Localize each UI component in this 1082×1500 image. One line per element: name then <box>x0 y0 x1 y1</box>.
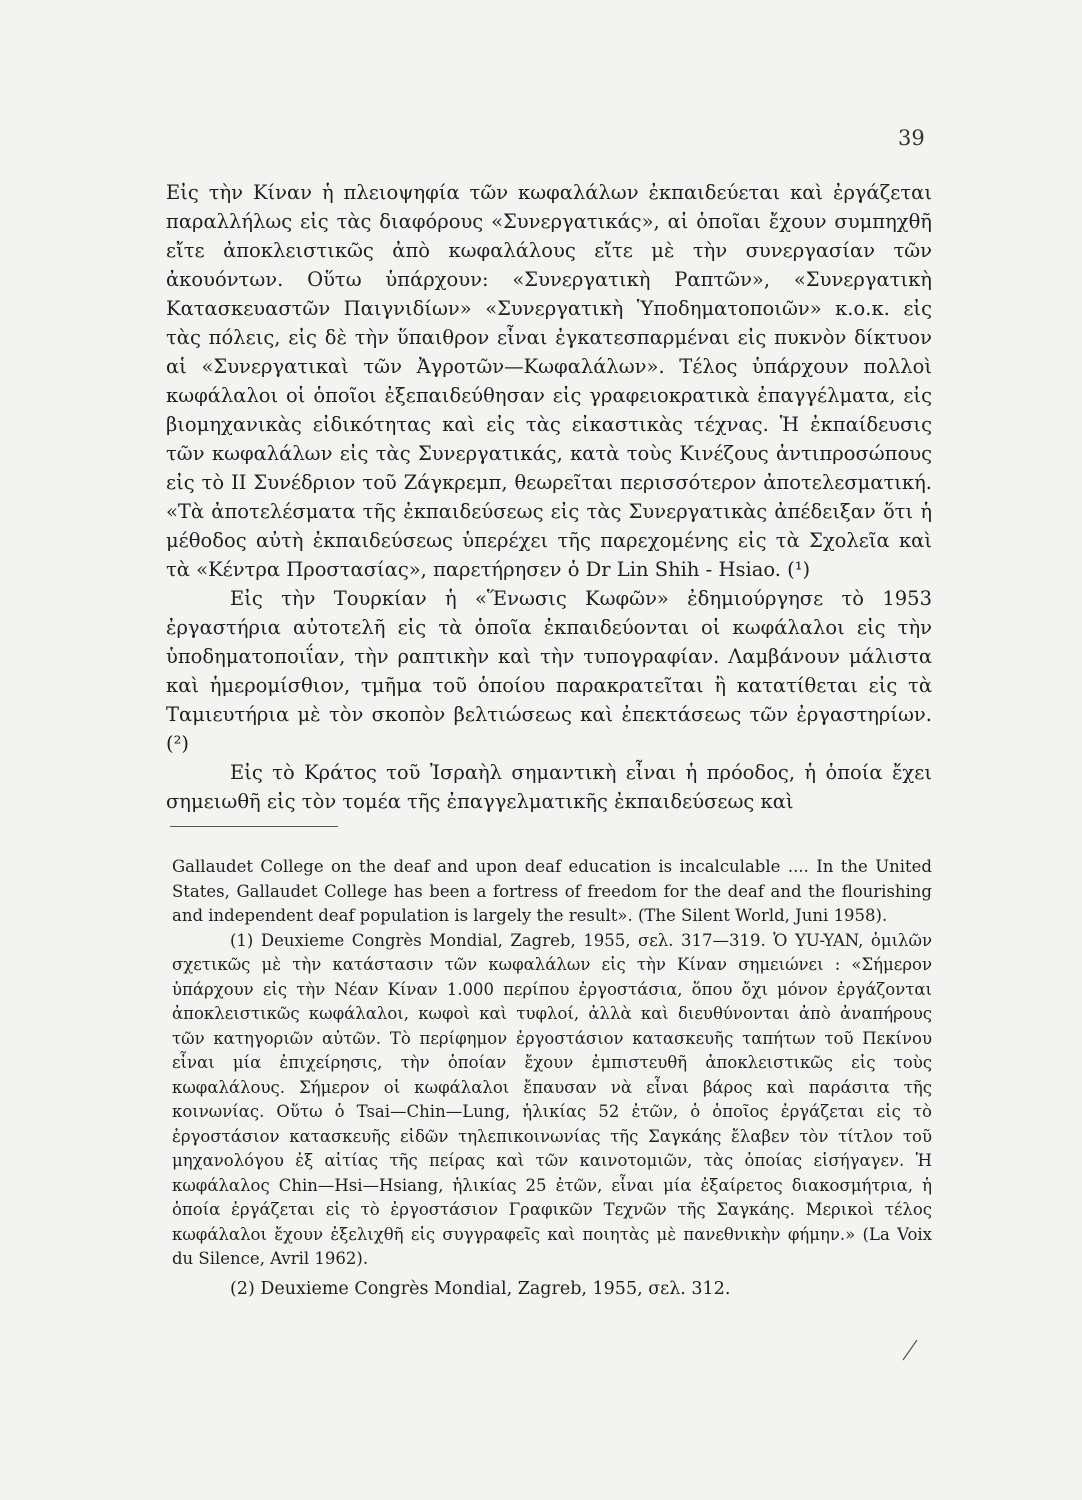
page-number: 39 <box>898 126 925 150</box>
pen-mark-icon <box>900 1338 920 1362</box>
footnotes <box>172 855 932 1301</box>
paragraph-china: Εἰς τὴν Κίναν ἡ πλειοψηφία τῶν κωφαλάλων ἐκπαιδεύεται καὶ ἐργάζεται παραλλήλως εἰς τὰς διαφόρους «Συνεργατικάς», αἱ ὁποῖαι ἔχουν συμπηχθῆ εἴτε ἀποκλειστικῶς ἀπὸ κωφαλάλους εἴτε μὲ τὴν συνεργασίαν τῶν ἀκουόντων. Οὕτω ὑπάρχουν: «Συνεργατικὴ Ραπτῶν», «Συνεργατικὴ Κατασκευαστῶν Παιγνιδίων» «Συνεργατικὴ Ὑποδηματοποιῶν» κ.ο.κ. εἰς τὰς πόλεις, εἰς δὲ τὴν ὕπαιθρον εἶναι ἐγκατεσπαρμέναι εἰς πυκνὸν δίκτυον αἱ «Συνεργατικαὶ τῶν Ἀγροτῶν—Κωφαλάλων». Τέλος ὑπάρχουν πολλοὶ κωφάλαλοι οἱ ὁποῖοι ἐξεπαιδεύθησαν εἰς γραφειοκρατικὰ ἐπαγγέλματα, εἰς βιομηχανικὰς εἰδικότητας καὶ εἰς τὰς εἰκαστικὰς τέχνας. Ἡ ἐκπαίδευσις τῶν κωφαλάλων εἰς τὰς Συνεργατικάς, κατὰ τοὺς Κινέζους ἀντιπροσώπους εἰς τὸ ΙΙ Συνέδριον τοῦ Ζάγκρεμπ, θεωρεῖται περισσότερον ἀποτελεσματική. «Τὰ ἀποτελέσματα τῆς ἐκπαιδεύσεως εἰς τὰς Συνεργατικὰς ἀπέδειξαν ὅτι ἡ μέθοδος αὐτὴ ἐκπαιδεύσεως ὑπερέχει τῆς παρεχομένης εἰς τὰ Σχολεῖα καὶ τὰ «Κέντρα Προστασίας», παρετήρησεν ὁ Dr Lin Shih - Hsiao. (¹) <box>166 181 932 581</box>
body-text <box>166 178 932 816</box>
paragraph-israel: Εἰς τὸ Κράτος τοῦ Ἰσραὴλ σημαντικὴ εἶναι ἡ πρόοδος, ἡ ὁποία ἔχει σημειωθῆ εἰς τὸν τομέα τῆς ἐπαγγελματικῆς ἐκπαιδεύσεως καὶ <box>166 761 932 813</box>
footnote-separator <box>170 826 338 827</box>
footnote-1: (1) Deuxieme Congrès Mondial, Zagreb, 1955, σελ. 317—319. Ὁ YU-YAN, ὁμιλῶν σχετικῶς μὲ τὴν κατάστασιν τῶν κωφαλάλων εἰς τὴν Κίναν σημειώνει : «Σήμερον ὑπάρχουν εἰς τὴν Νέαν Κίναν 1.000 περίπου ἐργοστάσια, ὅπου ὄχι μόνον ἐργάζονται ἀποκλειστικῶς κωφάλαλοι, κωφοὶ καὶ τυφλοί, ἀλλὰ καὶ διευθύνονται ἀπὸ ἀναπήρους τῶν κατηγοριῶν αὐτῶν. Τὸ περίφημον ἐργοστάσιον κατασκευῆς ταπήτων τοῦ Πεκίνου εἶναι μία ἐπιχείρησις, τὴν ὁποίαν ἔχουν ἐμπιστευθῆ ἀποκλειστικῶς εἰς τοὺς κωφαλάλους. Σήμερον οἱ κωφάλαλοι ἔπαυσαν νὰ εἶναι βάρος καὶ παράσιτα τῆς κοινωνίας. Οὕτω ὁ Tsai—Chin—Lung, ἡλικίας 52 ἐτῶν, ὁ ὁποῖος ἐργάζεται εἰς τὸ ἐργοστάσιον κατασκευῆς εἰδῶν τηλεπικοινωνίας τῆς Σαγκάης ἔλαβεν τὸν τίτλον τοῦ μηχανολόγου ἐξ αἰτίας τῆς πείρας καὶ τῶν καινοτομιῶν, τὰς ὁποίας εἰσήγαγεν. Ἡ κωφάλαλος Chin—Hsi—Hsiang, ἡλικίας 25 ἐτῶν, εἶναι μία ἐξαίρετος διακοσμήτρια, ἡ ὁποία ἐργάζεται εἰς τὸ ἐργοστάσιον Γραφικῶν Τεχνῶν τῆς Σαγκάης. Μερικοὶ τέλος κωφάλαλοι ἔχουν ἐξελιχθῆ εἰς συγγραφεῖς καὶ ποιητὰς μὲ πανεθνικὴν φήμην.» (La Voix du Silence, Avril 1962). <box>172 930 932 1268</box>
footnote-continuation: Gallaudet College on the deaf and upon deaf education is incalculable .... In the United States, Gallaudet College has been a fortress of freedom for the deaf and the flourishing and independent deaf population is largely the result». (The Silent World, Juni 1958). <box>172 857 932 925</box>
footnote-2: (2) Deuxieme Congrès Mondial, Zagreb, 1955, σελ. 312. <box>230 1278 731 1299</box>
paragraph-turkey: Εἰς τὴν Τουρκίαν ἡ «Ἕνωσις Κωφῶν» ἐδημιούργησε τὸ 1953 ἐργαστήρια αὐτοτελῆ εἰς τὰ ὁποῖα ἐκπαιδεύονται οἱ κωφάλαλοι εἰς τὴν ὑποδηματοποιΐαν, τὴν ραπτικὴν καὶ τὴν τυπογραφίαν. Λαμβάνουν μάλιστα καὶ ἡμερομίσθιον, τμῆμα τοῦ ὁποίου παρακρατεῖται ἢ κατατίθεται εἰς τὰ Ταμιευτήρια μὲ τὸν σκοπὸν βελτιώσεως καὶ ἐπεκτάσεως τῶν ἐργαστηρίων. (²) <box>166 587 932 755</box>
